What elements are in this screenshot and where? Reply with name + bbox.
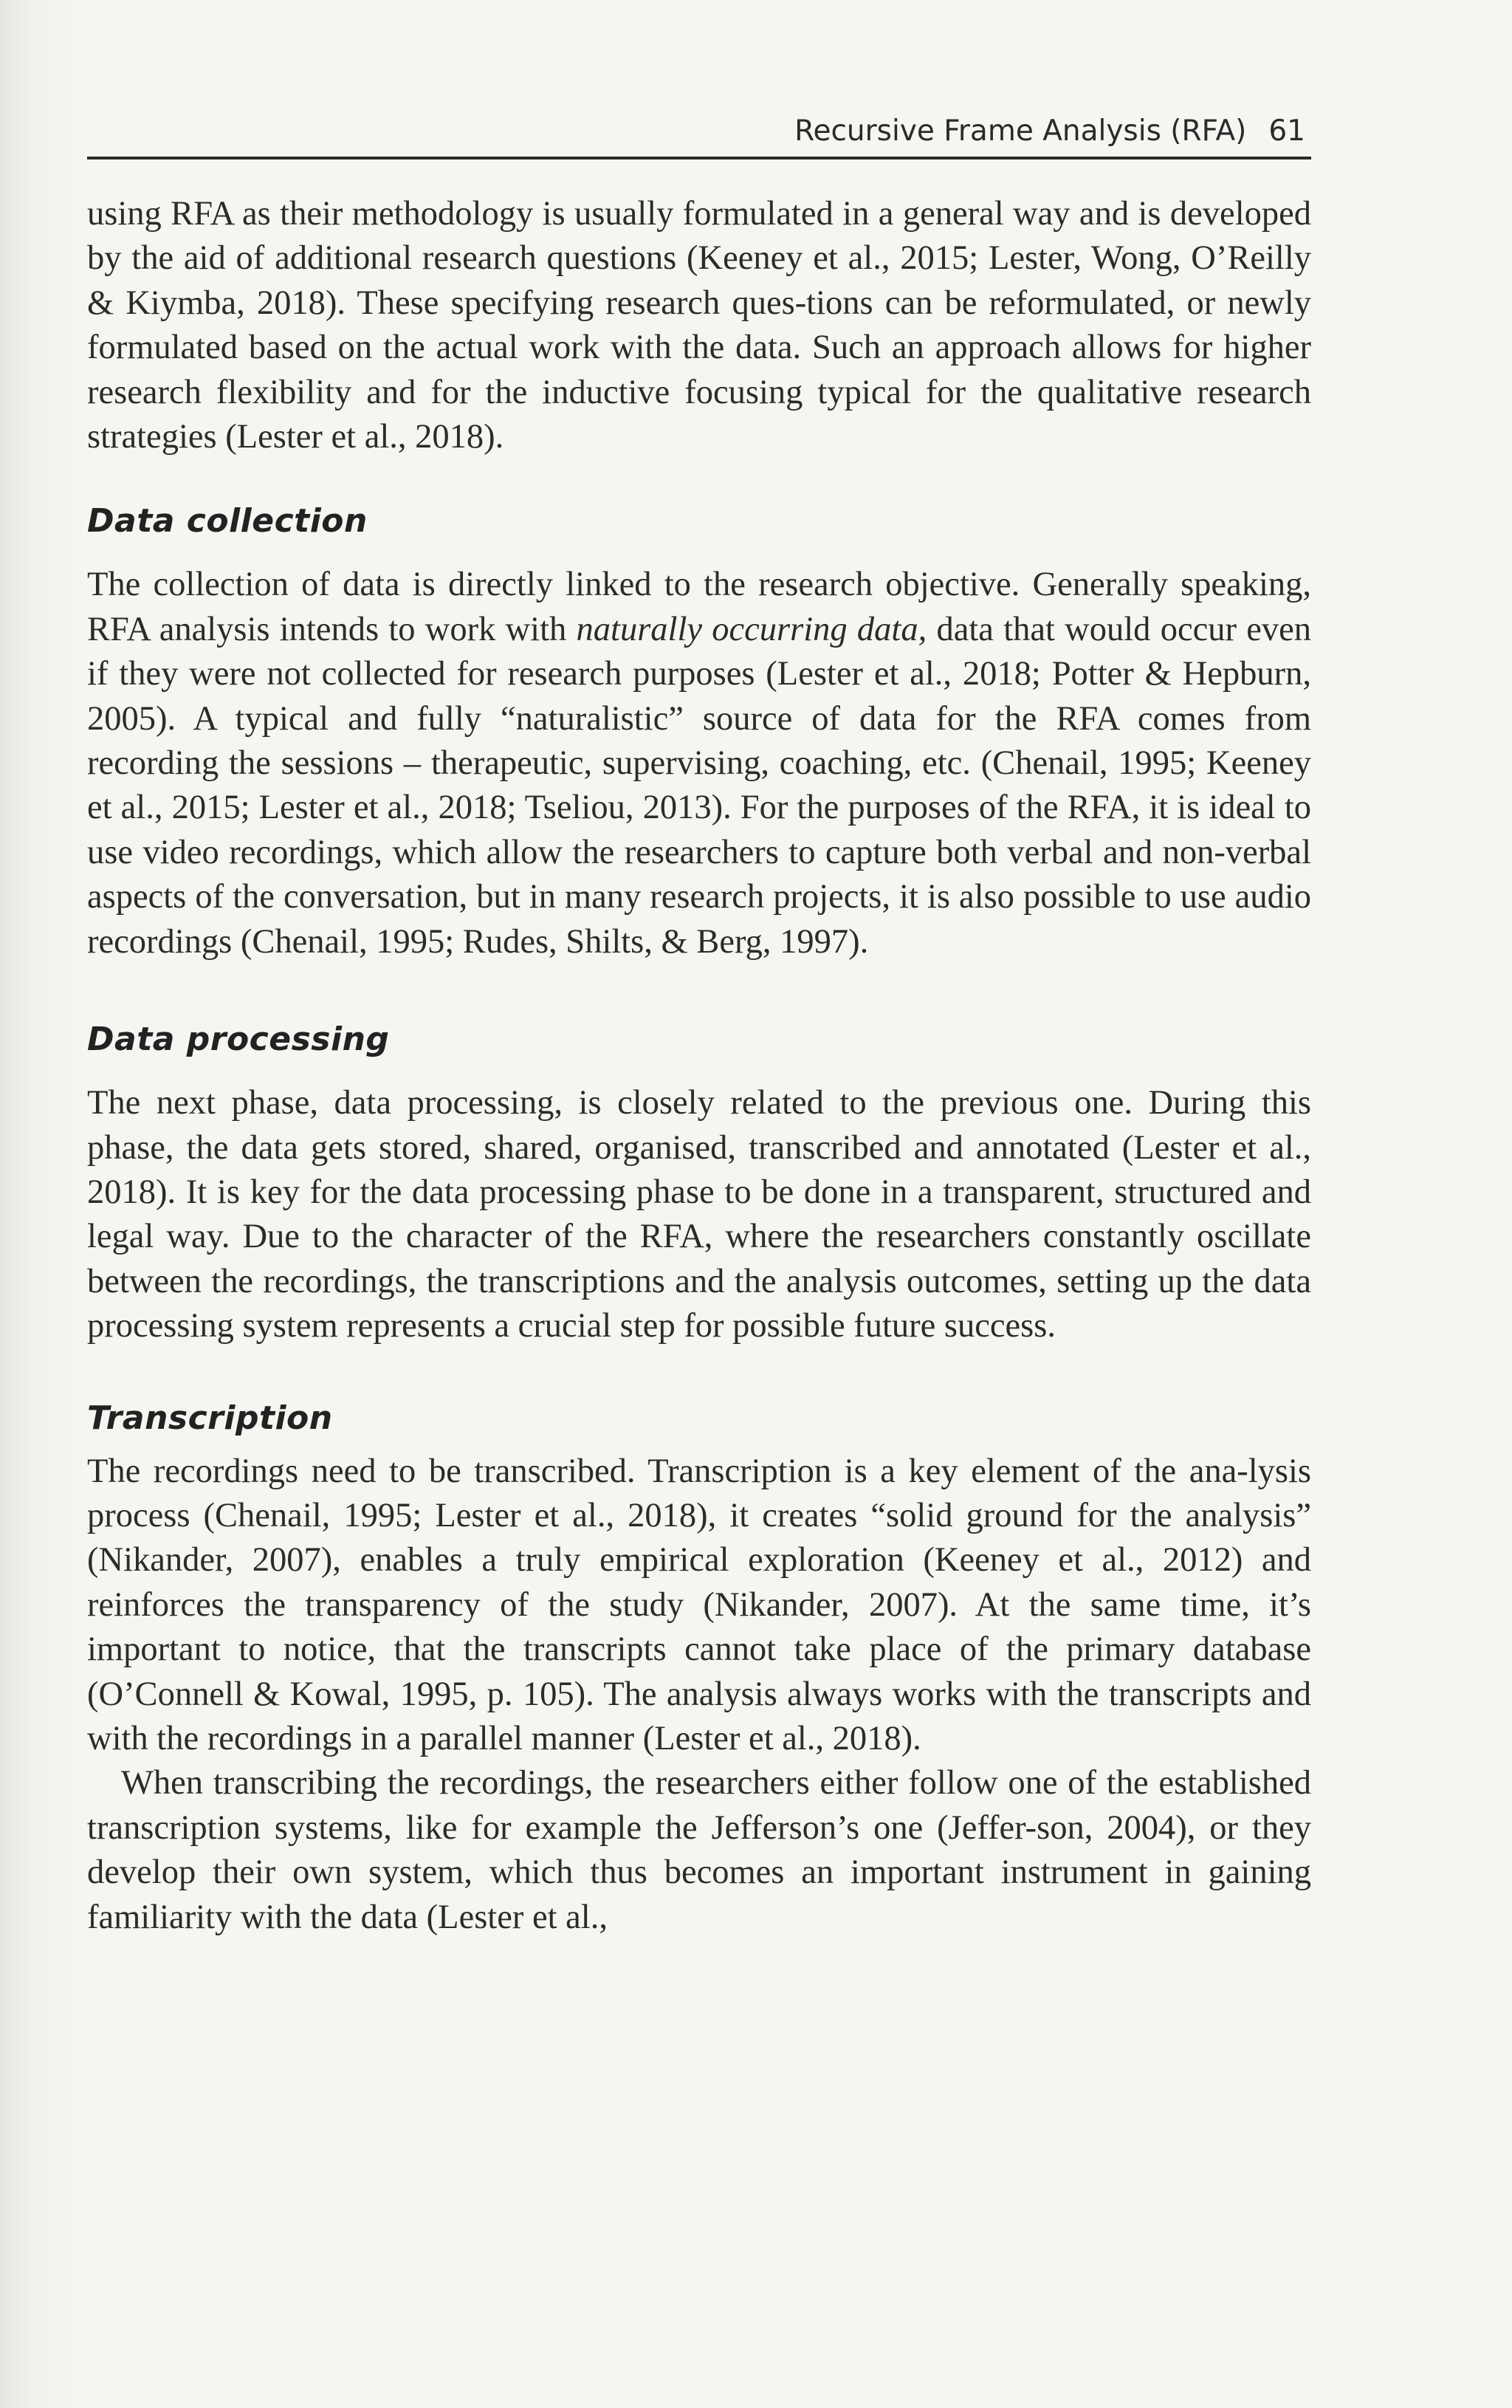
section-heading-data-processing: Data processing [87,1021,390,1059]
transcription-paragraph-2: When transcribing the recordings, the researchers either follow one of the established transcription systems, like for example the Jefferson’s one (Jeffer-son, 2004), or they develop their own system, which thus becomes an important instrument in gaining familiarity with the data (Lester et al., [87,1764,1311,1936]
data-collection-text-end: data that would occur even if they were not collected for research purposes (Lester et al., 2018; Potter & Hepburn, 2005). A typical and fully “naturalistic” source of data for the RFA comes from recording the sessions – therapeutic, supervising, coaching, etc. (Chenail, 1995; Keeney et al., 2015; Lester et al., 2018; Tseliou, 2013). For the purposes of the RFA, it is ideal to use video recordings, which allow the researchers to capture both verbal and non-verbal aspects of the conversation, but in many research projects, it is also possible to use audio recordings (Chenail, 1995; Rudes, Shilts, & Berg, 1997). [87,610,1311,961]
data-collection-italic-term: naturally occurring data, [576,610,927,648]
section-heading-transcription: Transcription [87,1399,333,1437]
body-text [87,192,1311,1940]
running-head-text [794,114,1305,148]
data-processing-paragraph: The next phase, data processing, is closely related to the previous one. During this phase, the data gets stored, shared, organised, transcribed and annotated (Lester et al., 2018). It is key for the data processing phase to be done in a transparent, structured and legal way. Due to the character of the RFA, where the researchers constantly oscillate between the recordings, the transcriptions and the analysis outcomes, setting up the data processing system represents a crucial step for possible future success. [87,1084,1311,1345]
data-collection-text-start: The collection of data is directly linked to the research objective. Generally speaking, RFA analysis intends to work with [87,566,1311,648]
transcription-paragraph-1: The recordings need to be transcribed. Transcription is a key element of the ana-lysis process (Chenail, 1995; Lester et al., 2018), it creates “solid ground for the analysis” (Nikander, 2007), enables a truly empirical exploration (Keeney et al., 2012) and reinforces the transparency of the study (Nikander, 2007). At the same time, it’s important to notice, that the transcripts cannot take place of the primary database (O’Connell & Kowal, 1995, p. 105). The analysis always works with the transcripts and with the recordings in a parallel manner (Lester et al., 2018). [87,1452,1311,1757]
continued-paragraph: using RFA as their methodology is usually formulated in a general way and is developed by the aid of additional research questions (Keeney et al., 2015; Lester, Wong, O’Reilly & Kiymba, 2018). These specifying research ques-tions can be reformulated, or newly formulated based on the actual work with the data. Such an approach allows for higher research flexibility and for the inductive focusing typical for the qualitative research strategies (Lester et al., 2018). [87,195,1311,456]
running-head [87,111,1311,159]
data-collection-paragraph [87,563,1311,964]
running-head-title: Recursive Frame Analysis (RFA) [794,114,1247,148]
section-heading-data-collection: Data collection [87,502,368,541]
page-number: 61 [1268,114,1305,148]
